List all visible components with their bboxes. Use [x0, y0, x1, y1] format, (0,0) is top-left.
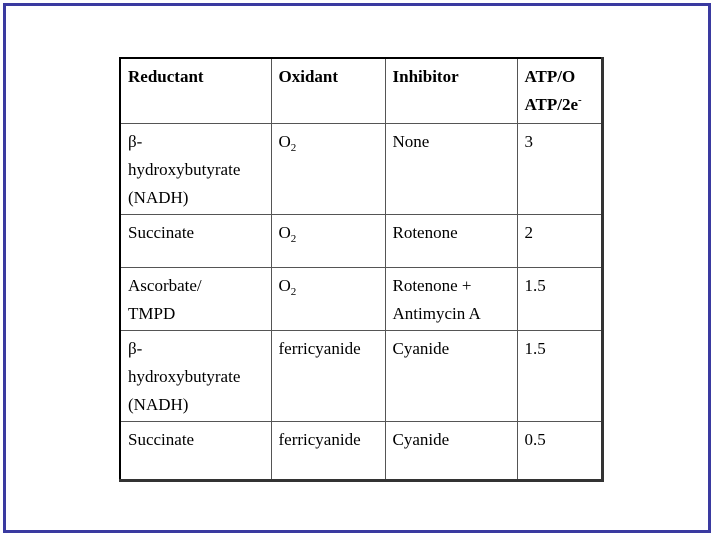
table-row: [120, 330, 602, 421]
header-oxidant: Oxidant: [271, 58, 385, 123]
atp-ratio-table: [119, 57, 604, 482]
cell-oxidant: [271, 267, 385, 330]
cell-reductant: [120, 421, 271, 480]
reductant-line: β-: [128, 131, 143, 151]
inhibitor-line: Cyanide: [392, 338, 450, 358]
header-atp-2e-base: ATP/2e: [524, 95, 579, 114]
inhibitor-line: Antimycin A: [392, 303, 481, 323]
header-atp-ratio: [517, 58, 602, 123]
cell-oxidant: [271, 123, 385, 214]
cell-reductant: [120, 267, 271, 330]
header-atp-2e-sup: -: [578, 94, 582, 106]
oxidant-base: O: [278, 131, 291, 151]
oxidant-base: ferricyanide: [278, 429, 361, 449]
reductant-line: Ascorbate/: [128, 275, 202, 295]
header-atp-o: ATP/O: [524, 67, 576, 86]
inhibitor-line: Rotenone: [392, 222, 458, 242]
cell-oxidant: [271, 330, 385, 421]
cell-oxidant: [271, 421, 385, 480]
table-row: [120, 123, 602, 214]
reductant-line: hydroxybutyrate: [128, 159, 241, 179]
reductant-line: (NADH): [128, 394, 189, 414]
oxidant-base: O: [278, 222, 291, 242]
oxidant-base: ferricyanide: [278, 338, 361, 358]
header-inhibitor: Inhibitor: [385, 58, 517, 123]
cell-reductant: [120, 330, 271, 421]
cell-inhibitor: [385, 267, 517, 330]
cell-inhibitor: [385, 330, 517, 421]
reductant-line: Succinate: [128, 222, 195, 242]
table-row: [120, 214, 602, 267]
cell-reductant: [120, 123, 271, 214]
cell-ratio: 1.5: [517, 330, 602, 421]
inhibitor-line: None: [392, 131, 430, 151]
table-row: [120, 267, 602, 330]
reductant-line: hydroxybutyrate: [128, 366, 241, 386]
reductant-line: β-: [128, 338, 143, 358]
reductant-line: (NADH): [128, 187, 189, 207]
inhibitor-line: Cyanide: [392, 429, 450, 449]
inhibitor-line: Rotenone +: [392, 275, 472, 295]
table-row: [120, 421, 602, 480]
cell-ratio: 2: [517, 214, 602, 267]
cell-ratio: 0.5: [517, 421, 602, 480]
cell-reductant: [120, 214, 271, 267]
cell-ratio: 3: [517, 123, 602, 214]
oxidant-sub: 2: [290, 285, 297, 298]
header-atp-2e: [525, 91, 595, 119]
reductant-line: TMPD: [128, 303, 176, 323]
cell-ratio: 1.5: [517, 267, 602, 330]
cell-inhibitor: [385, 421, 517, 480]
table-header-row: [120, 58, 602, 123]
reductant-line: Succinate: [128, 429, 195, 449]
oxidant-sub: 2: [290, 232, 297, 245]
cell-inhibitor: [385, 214, 517, 267]
oxidant-sub: 2: [290, 141, 297, 154]
oxidant-base: O: [278, 275, 291, 295]
cell-oxidant: [271, 214, 385, 267]
header-reductant: Reductant: [120, 58, 271, 123]
cell-inhibitor: [385, 123, 517, 214]
